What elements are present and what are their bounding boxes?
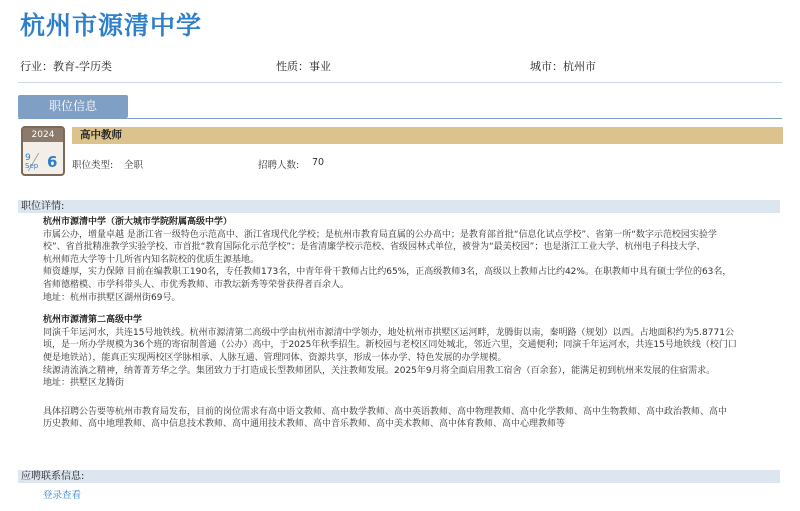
school2-name: 杭州市源清第二高级中学 xyxy=(43,315,143,326)
school2-line: 便是地铁站），能真正实现两校区学脉相承、人脉互通、管理同体、资源共享，形成一体办学、特色发展的办学规模。 xyxy=(43,352,507,363)
industry-label: 行业：教育-学历类 xyxy=(20,60,112,73)
job-details xyxy=(43,216,783,431)
nature-label: 性质：事业 xyxy=(276,60,331,73)
calendar-icon xyxy=(21,126,65,176)
job-title-bar: 高中教师 xyxy=(72,127,783,144)
login-link[interactable]: 登录查看 xyxy=(43,490,82,501)
job-count-value: 70 xyxy=(312,157,325,168)
school1-line: 校”、省首批精准教学实验学校、市首批“教育国际化示范学校”；是省清廉学校示范校、省级园林式单位，被誉为“最美校园”；也是浙江工业大学、杭州电子科技大学、 xyxy=(43,242,706,253)
school1-name: 杭州市源清中学（浙大城市学院附属高级中学） xyxy=(43,217,233,227)
school1-line: 省师德楷模、市学科带头人、市优秀教师、市教坛新秀等荣誉获得者百余人。 xyxy=(43,279,350,290)
contact-header: 应聘联系信息: xyxy=(18,470,780,483)
calendar-month: 9 xyxy=(25,153,31,163)
job-type-label: 职位类型: xyxy=(72,160,114,171)
school2-address: 地址：拱墅区龙腾街 xyxy=(43,378,125,389)
page-title: 杭州市源清中学 xyxy=(20,11,203,40)
tab-position-info[interactable]: 职位信息 xyxy=(18,95,128,118)
tab-underline xyxy=(18,118,782,119)
calendar-month-abbr: Sep xyxy=(25,162,39,170)
school1-address: 地址：杭州市拱墅区湖州街69号。 xyxy=(43,292,181,303)
school1-line: 杭州师范大学等十几所省内知名院校的优质生源基地。 xyxy=(43,254,260,265)
summary-line: 历史教师、高中地理教师、高中信息技术教师、高中通用技术教师、高中音乐教师、高中美术教师、高中体育教师、高中心理教师等 xyxy=(43,419,566,430)
job-count-label: 招聘人数: xyxy=(258,160,300,171)
calendar-year: 2024 xyxy=(23,128,63,142)
school2-line: 同演千年运河水，共连15号地铁线。杭州市源清第二高级中学由杭州市源清中学领办，地处杭州市拱墅区运河畔，龙腾街以南，秦明路（规划）以西。占地面积约为5.8771公 xyxy=(43,327,734,338)
school2-line: 顷，是一所办学规模为36个班的寄宿制普通（公办）高中，于2025年秋季招生。新校园与老校区同处城北，邻近六里，交通便利；同演千年运河水，共连15号地铁线（校门口 xyxy=(43,340,737,351)
calendar-day: 6 xyxy=(47,153,58,171)
city-label: 城市：杭州市 xyxy=(530,60,596,73)
summary-line: 具体招聘公告要等杭州市教育局发布，目前的岗位需求有高中语文教师、高中数学教师、高中英语教师、高中物理教师、高中化学教师、高中生物教师、高中政治教师、高中 xyxy=(43,406,728,417)
school2-line: 续源清流淌之精神，纳菁菁芳华之学。集团致力于打造成长型教师团队，关注教师发展。2025年9月将全面启用教工宿舍（百余套），能满足初到杭州来发展的住宿需求。 xyxy=(43,365,716,376)
details-header: 职位详情: xyxy=(18,200,780,213)
school1-line: 师资雄厚，实力保障 目前在编教职工190名，专任教师173名，中青年骨干教师占比约65%，正高级教师3名，高级以上教师占比约42%。在职教师中具有硕士学位的63名， xyxy=(43,267,732,278)
divider xyxy=(18,82,782,83)
job-type-value: 全职 xyxy=(124,160,144,171)
school1-line: 市属公办，增量卓越 是浙江省一级特色示范高中、浙江省现代化学校；是杭州市教育局直属的公办高中；是教育部首批“信息化试点学校”、省第一所“数字示范校园实验学 xyxy=(43,229,717,240)
